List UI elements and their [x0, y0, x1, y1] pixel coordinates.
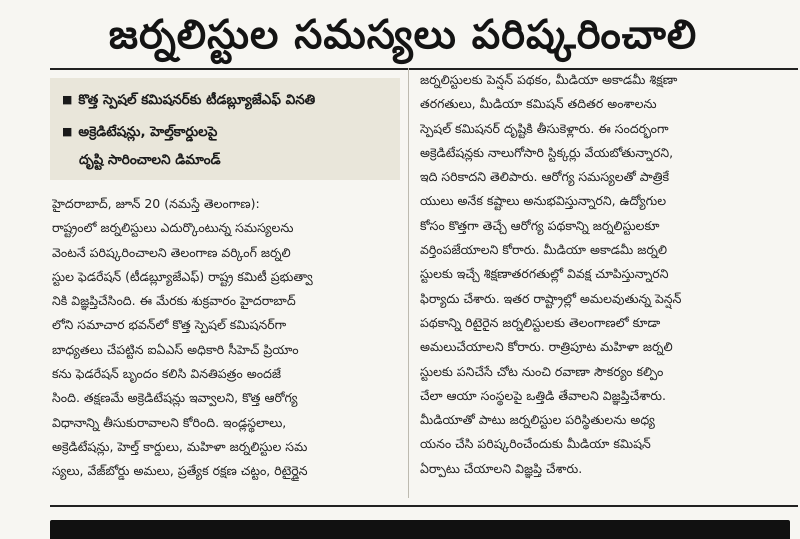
subheadline-box: [50, 78, 400, 180]
subheadline-3: [62, 148, 392, 172]
text-line: విధానాన్ని తీసుకురావాలని కోరింది. ఇండ్లస్థలాలు,: [52, 414, 287, 430]
text-line: అక్రెడిటేషన్లకు నాలుగోసారి స్టిక్కర్లు వేయబోతున్నారని,: [420, 144, 674, 160]
text-line: నికి విజ్ఞప్తిచేసింది. ఈ మేరకు శుక్రవారం హైదరాబాద్: [52, 293, 296, 309]
subheadline-2: [62, 120, 392, 144]
cropped-next-headline: [50, 520, 790, 539]
text-line: వర్తింపజేయాలని కోరారు. మీడియా అకాడమీ జర్నలి: [420, 242, 668, 258]
subheadline-2-text: అక్రెడిటేషన్లు, హెల్త్‌కార్డులపై: [78, 124, 218, 140]
bottom-rule: [50, 505, 798, 507]
text-line: ఇది సరికాదని తెలిపారు. ఆరోగ్య సమస్యలతో పాత్రికే: [420, 169, 669, 185]
text-line: స్టులకు పనిచేసే చోట నుంచి రవాణా సౌకర్యం కల్పిం: [420, 363, 664, 379]
square-bullet-icon: ■: [62, 125, 73, 138]
text-line: జర్నలిస్టులకు పెన్షన్ పథకం, మీడియా అకాడమీ శిక్షణా: [420, 72, 678, 87]
text-line: కను ఫెడరేషన్ బృందం కలిసి వినతిపత్రం అందజే: [52, 366, 281, 382]
text-line: స్పెషల్ కమిషనర్ దృష్టికి తీసుకెళ్లారు. ఈ సందర్భంగా: [420, 120, 669, 136]
text-line: స్టులకు ఇచ్చే శిక్షణాతరగతుల్లో వివక్ష చూపిస్తున్నారని: [420, 266, 669, 282]
article-left-column: [52, 192, 392, 484]
text-line: కోసం కొత్తగా తెచ్చే ఆరోగ్య పథకాన్ని జర్నలిస్టులకూ: [420, 217, 660, 233]
headline: జర్నలిస్టుల సమస్యలు పరిష్కరించాలి: [108, 12, 698, 58]
text-line: లోని సమాచార భవన్‌లో కొత్త స్పెషల్ కమిషనర్‌గా: [52, 317, 287, 333]
text-line: యులు అనేక కష్టాలు అనుభవిస్తున్నారని, ఉద్యోగుల: [420, 193, 667, 209]
text-line: స్టుల ఫెడరేషన్ (టీడబ్ల్యూజేఎఫ్) రాష్ట్ర కమిటీ ప్రభుత్వా: [52, 268, 313, 284]
text-line: అక్రెడిటేషన్లు, హెల్త్ కార్డులు, మహిళా జర్నలిస్టుల సమ: [52, 438, 308, 454]
column-divider: [408, 68, 409, 498]
text-line: స్యలు, వేజ్‌బోర్డు అమలు, ప్రత్యేక రక్షణ చట్టం, రిటైర్డైన: [52, 463, 308, 479]
square-bullet-icon: ■: [62, 93, 73, 106]
text-line: సింది. తక్షణమే అక్రెడిటేషన్లు ఇవ్వాలని, కొత్త ఆరోగ్య: [52, 390, 298, 406]
text-line: ఫిర్యాదు చేశారు. ఇతర రాష్ట్రాల్లో అమలవుతున్న పెన్షన్: [420, 290, 682, 306]
subheadline-1: [62, 88, 392, 112]
subheadline-3-text: దృష్టి సారించాలని డిమాండ్: [79, 152, 221, 168]
article-right-column: [420, 68, 772, 481]
text-line: మీడియాతో పాటు జర్నలిస్టుల పరిస్థితులను అధ్య: [420, 412, 655, 428]
text-line: వెంటనే పరిష్కరించాలని తెలంగాణ వర్కింగ్ జర్నలి: [52, 244, 291, 260]
text-line: చేలా ఆయా సంస్థలపై ఒత్తిడి తేవాలని విజ్ఞప్తిచేశారు.: [420, 387, 666, 403]
text-line: బాధ్యతలు చేపట్టిన ఐఏఎస్ అధికారి సీహెచ్ ప్రియాం: [52, 341, 299, 357]
text-line: హైదరాబాద్, జూన్ 20 (నమస్తే తెలంగాణ):: [52, 196, 260, 211]
text-line: యనం చేసి పరిష్కరించేందుకు మీడియా కమిషన్: [420, 436, 651, 452]
text-line: పథకాన్ని రిటైరైన జర్నలిస్టులకు తెలంగాణలో కూడా: [420, 314, 661, 330]
text-line: రాష్ట్రంలో జర్నలిస్టులు ఎదుర్కొంటున్న సమస్యలను: [52, 220, 294, 236]
text-line: తరగతులు, మీడియా కమిషన్ తదితర అంశాలను: [420, 96, 657, 112]
subheadline-1-text: కొత్త స్పెషల్ కమిషనర్‌కు టీడబ్ల్యూజేఎఫ్ వినతి: [78, 92, 316, 108]
text-line: ఏర్పాటు చేయాలని విజ్ఞప్తి చేశారు.: [420, 460, 583, 476]
text-line: అమలుచేయాలని కోరారు. రాత్రిపూట మహిళా జర్నలి: [420, 339, 673, 355]
